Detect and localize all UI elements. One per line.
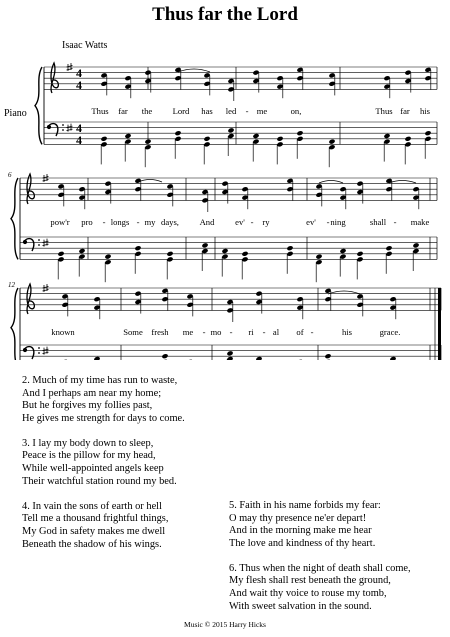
notehead: [227, 127, 234, 133]
notehead: [124, 133, 131, 139]
lyric-syllable: mo: [210, 327, 222, 337]
bass-clef-dot: [38, 352, 40, 354]
lyric-syllable: fresh: [151, 327, 169, 337]
lyric-syllable: days,: [161, 217, 179, 227]
lyric-syllable: ri: [248, 327, 254, 337]
lyric-syllable: far: [118, 106, 128, 116]
notehead: [383, 133, 390, 139]
notehead: [78, 248, 85, 254]
lyric-syllable: And: [199, 217, 215, 227]
notehead: [203, 136, 210, 142]
notehead: [276, 136, 283, 142]
lyric-syllable: his: [419, 106, 431, 116]
lyric-syllable: on,: [290, 106, 302, 116]
lyric-syllable: my: [144, 217, 156, 227]
notehead: [144, 139, 151, 145]
lyric-syllable: Lord: [172, 106, 190, 116]
copyright-footer: Music © 2015 Harry Hicks: [184, 620, 266, 629]
notehead: [161, 353, 168, 359]
lyric-syllable: -: [393, 217, 397, 227]
lyric-syllable: -: [102, 217, 106, 227]
lyric-syllable: known: [51, 327, 75, 337]
measure-number-12: 12: [8, 281, 15, 289]
verse-line: Peace is the pillow for my head,: [22, 450, 156, 462]
lyric-syllable: make: [410, 217, 430, 227]
instrument-label: Piano: [4, 108, 27, 119]
verse-line: 5. Faith in his name forbids my fear:: [229, 500, 381, 511]
verse-line: 2. Much of my time has run to waste,: [22, 375, 178, 386]
time-signature-4: 4: [76, 66, 82, 80]
lyric-syllable: Thus: [375, 106, 393, 116]
lyric-syllable: ev': [235, 217, 245, 227]
composer-credit: Isaac Watts: [62, 40, 108, 51]
verse-block: [229, 500, 411, 550]
notehead: [296, 359, 303, 360]
notehead: [412, 242, 419, 248]
lyric-syllable: -: [250, 217, 254, 227]
notehead: [57, 251, 64, 257]
lyric-syllable: -: [326, 217, 330, 227]
page-title: Thus far the Lord: [152, 4, 298, 25]
lyric-syllable: pro: [81, 217, 93, 227]
lyric-syllable: ev': [306, 217, 316, 227]
bass-clef-dot: [38, 347, 40, 349]
notehead: [324, 359, 331, 360]
verse-line: And wait thy voice to rouse my tomb,: [229, 588, 387, 600]
brace: [35, 67, 42, 144]
lyrics-system-1: [91, 106, 430, 116]
bass-clef-dot: [47, 125, 51, 129]
time-signature-4: 4: [76, 133, 82, 147]
notehead: [226, 350, 233, 356]
notehead: [161, 359, 168, 360]
lyric-syllable: -: [229, 327, 233, 337]
lyric-syllable: has: [201, 106, 213, 116]
notehead: [134, 245, 141, 251]
notehead: [186, 359, 193, 360]
tie: [178, 69, 210, 72]
verse-line: Their watchful station round my bed.: [22, 475, 177, 487]
verse-line: My God in safety makes me dwell: [22, 525, 166, 537]
lyrics-system-3: [51, 327, 400, 337]
notehead: [201, 242, 208, 248]
bass-clef-dot: [38, 239, 40, 241]
lyric-syllable: grace.: [379, 327, 401, 337]
notehead: [356, 251, 363, 257]
notehead: [241, 251, 248, 257]
verse-line: O may thy presence ne'er depart!: [229, 512, 367, 524]
notehead: [166, 251, 173, 257]
tie: [389, 181, 416, 184]
lyric-syllable: -: [245, 106, 249, 116]
lyric-syllable: me: [256, 106, 268, 116]
lyric-syllable: -: [136, 217, 140, 227]
lyric-syllable: ning: [330, 217, 346, 227]
lyric-syllable: al: [272, 327, 280, 337]
notehead: [339, 248, 346, 254]
bass-clef-dot: [23, 240, 27, 244]
bass-clef-dot: [62, 129, 64, 131]
bass-clef-dot: [23, 348, 27, 352]
notehead: [315, 254, 322, 260]
staff-system: [11, 284, 441, 360]
verses-right-column: [229, 500, 411, 626]
notehead: [104, 254, 111, 260]
verse-line: The love and kindness of thy heart.: [229, 537, 376, 549]
notehead: [61, 359, 68, 360]
lyric-syllable: longs: [110, 217, 130, 227]
lyric-syllable: led: [225, 106, 237, 116]
verse-line: But he forgives my follies past,: [22, 400, 153, 412]
notehead: [324, 353, 331, 359]
notehead: [286, 245, 293, 251]
verse-block: [229, 563, 411, 613]
verse-line: 3. I lay my body down to sleep,: [22, 437, 154, 449]
lyric-syllable: the: [141, 106, 153, 116]
tie: [138, 180, 162, 183]
verse-line: Beneath the shadow of his wings.: [22, 538, 162, 550]
verse-line: Tell me a thousand frightful things,: [22, 513, 169, 525]
staff-system: [35, 63, 437, 147]
notehead: [404, 136, 411, 142]
verse-line: 6. Thus when the night of death shall come,: [229, 562, 411, 574]
notehead: [252, 133, 259, 139]
lyrics-system-2: [50, 217, 429, 227]
lyric-syllable: Thus: [91, 106, 109, 116]
verse-line: My flesh shall rest beneath the ground,: [229, 575, 391, 587]
notehead: [385, 245, 392, 251]
lyric-syllable: Some: [123, 327, 143, 337]
lyric-syllable: pow'r: [50, 217, 70, 227]
verse-block: [22, 501, 185, 551]
final-barline: [438, 288, 441, 360]
verse-line: He gives me strength for days to come.: [22, 412, 185, 424]
brace: [11, 288, 18, 360]
bass-clef-dot: [38, 244, 40, 246]
time-signature-4: 4: [76, 121, 82, 135]
verse-line: And I perhaps am near my home;: [22, 387, 162, 399]
notehead: [100, 136, 107, 142]
verse-line: 4. In vain the sons of earth or hell: [22, 500, 162, 512]
notehead: [174, 130, 181, 136]
verses-left-column: [22, 375, 185, 564]
lyric-syllable: shall: [369, 217, 387, 227]
time-signature-4: 4: [76, 78, 82, 92]
measure-number-6: 6: [8, 171, 12, 179]
brace: [11, 178, 18, 259]
lyric-syllable: his: [341, 327, 353, 337]
verse-block: [22, 375, 185, 425]
notehead: [389, 356, 396, 360]
verse-block: [22, 438, 185, 488]
verse-line: While well-appointed angels keep: [22, 463, 164, 475]
lyric-syllable: me: [182, 327, 194, 337]
notehead: [424, 130, 431, 136]
lyric-syllable: -: [310, 327, 314, 337]
bass-clef-dot: [62, 124, 64, 126]
tie: [319, 181, 343, 184]
notehead: [328, 139, 335, 145]
notehead: [255, 356, 262, 360]
lyric-syllable: ry: [262, 217, 270, 227]
notehead: [296, 130, 303, 136]
verse-line: And in the morning make me hear: [229, 525, 372, 537]
notehead: [93, 356, 100, 360]
lyric-syllable: of: [296, 327, 304, 337]
verse-line: With sweet salvation in the sound.: [229, 600, 372, 612]
lyric-syllable: -: [262, 327, 266, 337]
lyric-syllable: far: [400, 106, 410, 116]
notehead: [221, 248, 228, 254]
lyric-syllable: -: [202, 327, 206, 337]
